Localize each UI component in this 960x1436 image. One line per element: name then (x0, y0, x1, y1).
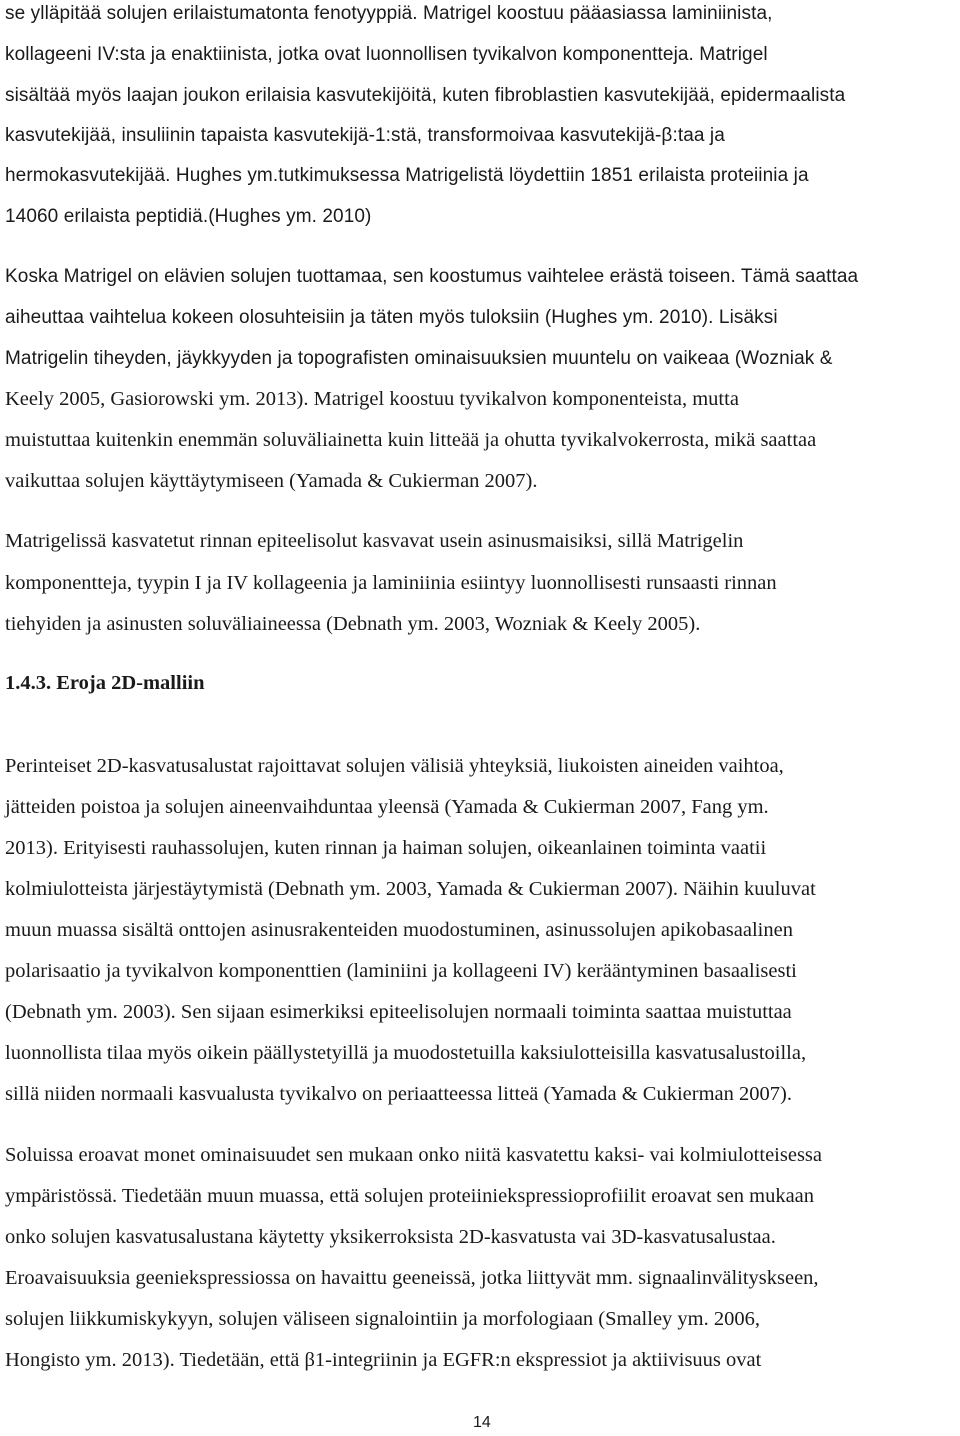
text-line: kasvutekijää, insuliinin tapaista kasvutekijä-1:stä, transformoivaa kasvutekijä-β:taa ja (5, 125, 725, 146)
text-line: hermokasvutekijää. Hughes ym.tutkimuksessa Matrigelistä löydettiin 1851 erilaista proteiinia ja (5, 165, 809, 186)
text-line: Soluissa eroavat monet ominaisuudet sen mukaan onko niitä kasvatettu kaksi- vai kolmiulotteisessa (5, 1144, 822, 1166)
text-line: onko solujen kasvatusalustana käytetty yksikerroksista 2D-kasvatusta vai 3D-kasvatusalustaa. (5, 1226, 776, 1248)
text-line: 2013). Erityisesti rauhassolujen, kuten rinnan ja haiman solujen, oikeanlainen toiminta vaatii (5, 837, 767, 859)
section-heading: 1.4.3. Eroja 2D-malliin (5, 672, 205, 694)
text-line: Matrigelissä kasvatetut rinnan epiteelisolut kasvavat usein asinusmaisiksi, sillä Matrigelin (5, 530, 744, 552)
text-line: polarisaatio ja tyvikalvon komponenttien (laminiini ja kollageeni IV) kerääntyminen basaalisesti (5, 960, 797, 982)
text-line: luonnollista tilaa myös oikein päällystetyillä ja muodostetuilla kaksiulotteisilla kasvatusalustoilla, (5, 1042, 807, 1064)
text-line: vaikuttaa solujen käyttäytymiseen (Yamada & Cukierman 2007). (5, 470, 538, 492)
text-line: tiehyiden ja asinusten soluväliaineessa (Debnath ym. 2003, Wozniak & Keely 2005). (5, 613, 701, 635)
text-line: ympäristössä. Tiedetään muun muassa, että solujen proteiiniekspressioprofiilit eroavat sen mukaan (5, 1185, 815, 1207)
text-line: Keely 2005, Gasiorowski ym. 2013). Matrigel koostuu tyvikalvon komponenteista, mutta (5, 388, 739, 410)
text-line: sillä niiden normaali kasvualusta tyvikalvo on periaatteessa litteä (Yamada & Cukierman 2007). (5, 1083, 792, 1105)
text-line: muun muassa sisältä onttojen asinusrakenteiden muodostuminen, asinussolujen apikobasaalinen (5, 919, 793, 941)
text-line: (Debnath ym. 2003). Sen sijaan esimerkiksi epiteelisolujen normaali toiminta saattaa muistuttaa (5, 1001, 792, 1023)
text-line: muistuttaa kuitenkin enemmän soluväliainetta kuin litteää ja ohutta tyvikalvokerrosta, mikä saattaa (5, 429, 817, 451)
text-line: Eroavaisuuksia geeniekspressiossa on havaittu geeneissä, jotka liittyvät mm. signaalinvälityskseen, (5, 1267, 819, 1289)
text-line: aiheuttaa vaihtelua kokeen olosuhteisiin ja täten myös tuloksiin (Hughes ym. 2010). Lisäksi (5, 307, 778, 328)
text-line: Koska Matrigel on elävien solujen tuottamaa, sen koostumus vaihtelee erästä toiseen. Tämä saattaa (5, 266, 859, 287)
text-line: jätteiden poistoa ja solujen aineenvaihduntaa yleensä (Yamada & Cukierman 2007, Fang ym. (5, 796, 769, 818)
text-line: kollageeni IV:sta ja enaktiinista, jotka ovat luonnollisen tyvikalvon komponentteja. Matrigel (5, 44, 768, 65)
text-line: se ylläpitää solujen erilaistumatonta fenotyyppiä. Matrigel koostuu pääasiassa laminiinista, (5, 3, 773, 24)
page-number: 14 (473, 1414, 491, 1431)
text-line: solujen liikkumiskykyyn, solujen väliseen signalointiin ja morfologiaan (Smalley ym. 2006, (5, 1308, 760, 1330)
text-line: 14060 erilaista peptidiä.(Hughes ym. 2010) (5, 206, 372, 227)
text-line: kolmiulotteista järjestäytymistä (Debnath ym. 2003, Yamada & Cukierman 2007). Näihin kuuluvat (5, 878, 816, 900)
text-line: Matrigelin tiheyden, jäykkyyden ja topografisten ominaisuuksien muuntelu on vaikeaa (Wozniak & (5, 348, 833, 369)
text-line: Hongisto ym. 2013). Tiedetään, että β1-integriinin ja EGFR:n ekspressiot ja aktiivisuus ovat (5, 1349, 762, 1371)
text-line: Perinteiset 2D-kasvatusalustat rajoittavat solujen välisiä yhteyksiä, liukoisten aineiden vaihtoa, (5, 755, 784, 777)
text-line: komponentteja, tyypin I ja IV kollageenia ja laminiinia esiintyy luonnollisesti runsaasti rinnan (5, 572, 777, 594)
text-line: sisältää myös laajan joukon erilaisia kasvutekijöitä, kuten fibroblastien kasvutekijää, epidermaalista (5, 85, 846, 106)
